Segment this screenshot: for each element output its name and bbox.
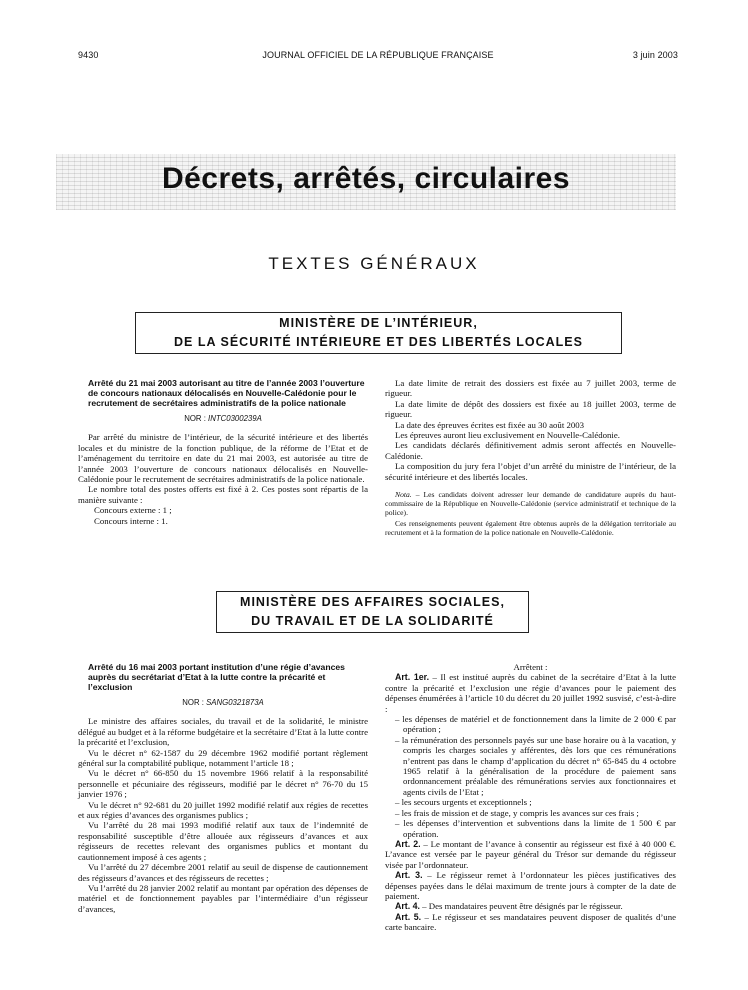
paragraph: Le nombre total des postes offerts est fixé à 2. Ces postes sont répartis de la manière suivante : [78,484,368,505]
ministry-line-2: DU TRAVAIL ET DE LA SOLIDARITÉ [251,614,494,628]
paragraph: Par arrêté du ministre de l’intérieur, de la sécurité intérieure et des libertés locales et du ministre de la fonction publique, de la réforme de l’Etat et de l’aménagement du territoire en date du 21 mai 2003, est autorisée au titre de l’année 2003 l’ouverture de concours nationaux délocalisés en Nouvelle-Calédonie pour le recrutement de secrétaires administratifs de la police nationale. [78,432,368,485]
paragraph: Les candidats déclarés définitivement admis seront affectés en Nouvelle-Calédonie. [385,440,676,461]
list-item: Concours externe : 1 ; [94,505,172,516]
nor-code: INTC0300239A [208,414,262,423]
nor-reference [78,698,368,708]
article-text: – Il est institué auprès du cabinet de la secrétaire d’Etat à la lutte contre la précarité et l’exclusion une régie d’avances pour le paiement des dépenses énumérées à l’article 10 du décret du 20 juillet 1992 susvisé, c’est-à-dire : [385,672,676,714]
paragraph: Le ministre des affaires sociales, du travail et de la solidarité, le ministre délégué au budget et à la réforme budgétaire et la secrétaire d’Etat à la lutte contre la précarité et l’exclusion, [78,716,368,748]
paragraph: La composition du jury fera l’objet d’un arrêté du ministre de l’intérieur, de la sécurité intérieure et des libertés locales. [385,461,676,482]
article-text: – Le régisseur et ses mandataires peuvent disposer de qualités d’une carte bancaire. [385,911,676,933]
paragraph: Vu le décret n° 66-850 du 15 novembre 1966 relatif à la responsabilité personnelle et pécuniaire des régisseurs, modifié par le décret n° 76-70 du 15 janvier 1976 ; [78,768,368,800]
ministry-line-1: MINISTÈRE DE L’INTÉRIEUR, [279,316,478,330]
article-text: – Le montant de l’avance à consentir au régisseur est fixé à 40 000 €. L’avance est versée par le payeur général du Trésor sur demande du régisseur visée par l’ordonnateur. [385,838,676,870]
ministry-line-2: DE LA SÉCURITÉ INTÉRIEURE ET DES LIBERTÉS LOCALES [174,335,583,349]
nota-note [385,490,676,517]
paragraph: Vu le décret n° 92-681 du 20 juillet 1992 modifié relatif aux régies de recettes et aux régies d’avances des organismes publics ; [78,799,368,821]
section-title: TEXTES GÉNÉRAUX [268,254,480,273]
decree2-left-column [78,662,368,914]
article-1 [385,672,676,714]
paragraph: La date limite de retrait des dossiers est fixée au 7 juillet 2003, terme de rigueur. [385,378,676,399]
article-4 [385,901,676,911]
nota-note-2: Ces renseignements peuvent également être obtenus auprès de la délégation territoriale au recrutement et à la formation de la police nationale en Nouvelle-Calédonie. [385,519,676,538]
decree-title: Arrêté du 16 mai 2003 portant institution d’une régie d’avances auprès du secrétariat d’Etat à la lutte contre la précarité et l’exclusion [88,662,345,692]
decree1-left-column [78,378,368,526]
paragraph: Vu l’arrêté du 28 mai 1993 modifié relatif aux taux de l’indemnité de responsabilité susceptible d’être allouée aux régisseurs d’avances et aux régisseurs de recettes relevant des organismes publics et montant du cautionnement imposé à ces agents ; [78,820,368,862]
article-text: – Le régisseur remet à l’ordonnateur les pièces justificatives des dépenses payées dans le délai maximum de trente jours à compter de la date de paiement. [385,870,676,901]
page-number: 9430 [78,50,99,60]
article-3 [385,870,676,901]
paragraph: Les épreuves auront lieu exclusivement en Nouvelle-Calédonie. [395,430,620,441]
article-label: Art. 5. [395,911,422,922]
nor-label: NOR : [182,698,204,707]
article-label: Art. 4. [395,901,420,912]
nor-reference [78,414,368,424]
nor-label: NOR : [184,414,206,423]
article-2 [385,839,676,870]
article-label: Art. 2. [395,838,421,849]
running-header [78,50,678,64]
paragraph: Vu l’arrêté du 28 janvier 2002 relatif au montant par opération des dépenses de matériel et de fonctionnement payables par l’intermédiaire d’un régisseur d’avances, [78,882,368,914]
list-item: Concours interne : 1. [94,515,168,526]
list-item: – la rémunération des personnels payés sur une base horaire ou à la vacation, y compris les charges sociales y afférentes, dès lors que ces rémunérations n’entrent pas dans le champ d’application du décret n° 65-845 du 4 octobre 1965 relatif à la généralisation de la procédure de paiement sans ordonnancement préalable des rémunérations servies aux fonctionnaires et agents civils de l’Etat ; [395,734,676,797]
nor-code: SANG0321873A [206,698,264,707]
article-label: Art. 3. [395,870,423,881]
nota-label: Nota. [395,490,412,500]
paragraph: Vu le décret n° 62-1587 du 29 décembre 1962 modifié portant règlement général sur la comptabilité publique, notamment l’article 18 ; [78,747,368,769]
paragraph: La date des épreuves écrites est fixée au 30 août 2003 [395,419,585,430]
journal-title: JOURNAL OFFICIEL DE LA RÉPUBLIQUE FRANÇAISE [262,50,494,60]
section-banner [56,154,676,210]
decree-title: Arrêté du 21 mai 2003 autorisant au titre de l’année 2003 l’ouverture de concours nationaux délocalisés en Nouvelle-Calédonie pour le recrutement de secrétaires administratifs de la police nationale [88,378,365,408]
list-item: – les dépenses d’intervention et subventions dans la limite de 1 500 € par opération. [395,818,676,839]
issue-date: 3 juin 2003 [632,50,678,60]
decree1-right-column [385,378,676,537]
ministry-heading-social-affairs [216,591,529,633]
banner-title: Décrets, arrêtés, circulaires [161,162,571,195]
ministry-heading-interior [135,312,622,354]
decree2-right-column [385,662,676,933]
article-text: – Des mandataires peuvent être désignés par le régisseur. [419,901,623,912]
paragraph: Vu l’arrêté du 27 décembre 2001 relatif au seuil de dispense de cautionnement des régisseurs d’avances et des régisseurs de recettes ; [78,862,368,883]
list-item: – les secours urgents et exceptionnels ; [395,797,532,808]
article-label: Art. 1er. [395,672,430,683]
nota-text: – Les candidats doivent adresser leur demande de candidature auprès du haut-commissaire de la République en Nouvelle-Calédonie (service administratif et technique de la police). [385,490,676,518]
paragraph: La date limite de dépôt des dossiers est fixée au 18 juillet 2003, terme de rigueur. [385,398,676,420]
article-5 [385,912,676,933]
arretent-heading: Arrêtent : [513,662,548,672]
list-item: – les frais de mission et de stage, y compris les avances sur ces frais ; [395,807,639,818]
list-item: – les dépenses de matériel et de fonctionnement dans la limite de 2 000 € par opération ; [395,714,676,735]
ministry-line-1: MINISTÈRE DES AFFAIRES SOCIALES, [240,595,505,609]
